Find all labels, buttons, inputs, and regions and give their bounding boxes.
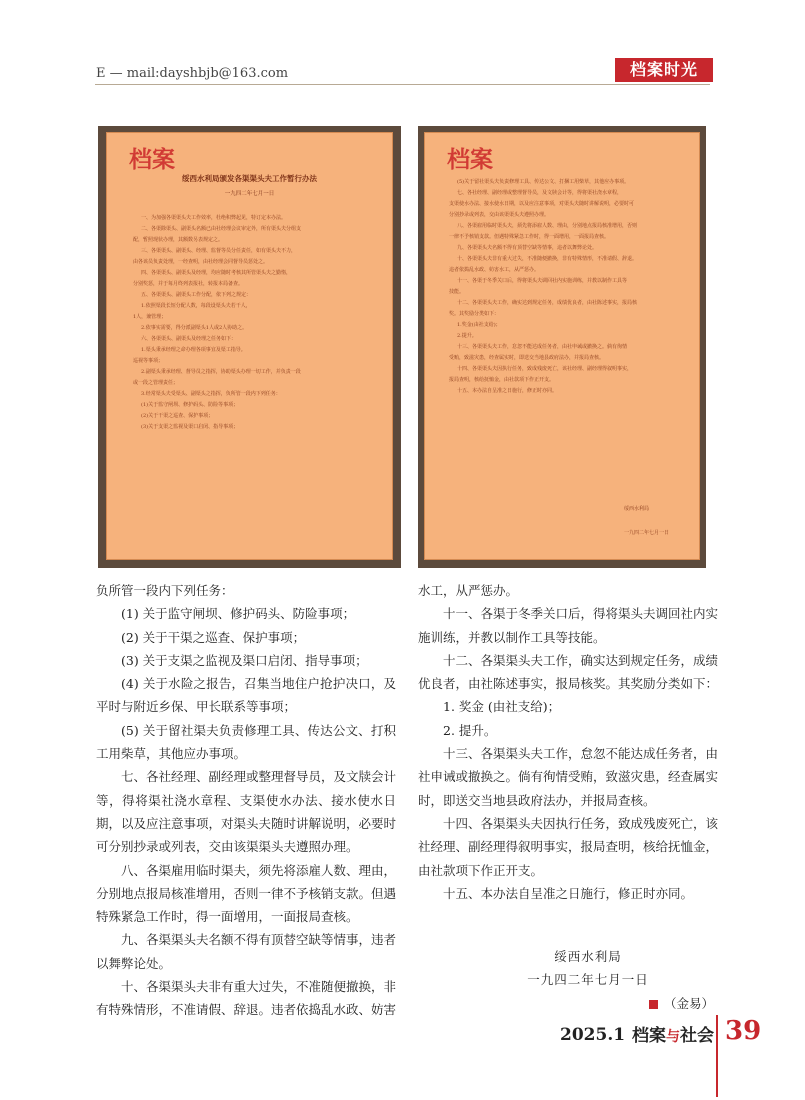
archive-doc-line: 巡视等事项； (133, 358, 164, 364)
magazine-name-mid: 与 (666, 1029, 680, 1045)
archive-doc-line: 三、各渠渠头、副渠头、经理、监督等员分任责任，如有渠头夫不力， (141, 248, 297, 254)
archive-doc-line: 或一段之管理责任； (133, 380, 179, 386)
archive-doc-line: 七、各社经理、副经理或整理督导员，及文牍会计等，得将渠社浇水章程， (457, 190, 623, 196)
signature-date: 一九四二年七月一日 (527, 972, 649, 988)
archive-doc-line: (3)关于支渠之监视及渠口启闭、指导事项； (141, 424, 239, 430)
signature-organization: 绥西水利局 (554, 949, 622, 965)
archive-doc-line: 受贿，致滋灾患，经查属实时，即送交当地县政府法办，并报局查核。 (449, 355, 605, 361)
archive-doc-line: 技能。 (449, 289, 465, 295)
body-paragraph: 十二、各渠渠头夫工作，确实达到规定任务，成绩优良者，由社陈述事实，报局核奖。其奖励分类如下： (418, 652, 719, 692)
archive-doc-text (449, 177, 685, 397)
archive-doc-line: 2.依事实需要，得分派副渠头1人或2人协助之。 (141, 325, 248, 331)
archive-doc-line: 九、各渠渠头夫名额不得有顶替空缺等情事，违者以舞弊论处。 (457, 245, 598, 251)
body-paragraph: (1) 关于监守闸坝、修护码头、防险事项； (121, 606, 356, 622)
archive-doc-line: 十、各渠渠头夫非有重大过失，不准随便撤换，非有特殊情形，不准请假、辞退。 (457, 256, 638, 262)
archive-doc-title: 绥西水利局颁发各渠渠头夫工作暂行办法 (182, 174, 317, 183)
archive-doc-line: 1.渠头秉承经理之命办理各项事宜及渠工指导。 (141, 347, 246, 353)
archive-doc-line: 1人，兼管理； (133, 314, 167, 320)
archive-doc-line: 违者依捣乱水政、妨害水工，从严惩办。 (449, 267, 540, 273)
body-paragraph: (3) 关于支渠之监视及渠口启闭、指导事项； (121, 652, 368, 668)
archive-doc-line: 六、各渠渠头、副渠头及经理之任务如下： (141, 336, 237, 342)
archive-doc-line: 奖。其奖励分类如下： (449, 311, 500, 317)
archive-doc-line: 分别抄录或列表，交由该渠渠头夫遵照办理。 (449, 212, 550, 218)
archive-doc-line: 四、各渠渠头、副渠头及经理，均应随时考核其所管渠头夫之勤惰， (141, 270, 292, 276)
archive-stamp: 档案 (447, 147, 493, 173)
body-paragraph: 八、各渠雇用临时渠夫，须先将添雇人数、理由，分别地点报局核准增用，否则一律不予核销支款。但遇特殊紧急工作时，得一面增用，一面报局查核。 (96, 862, 397, 925)
magazine-name-b: 社会 (680, 1026, 714, 1046)
footer-divider (716, 1015, 718, 1097)
archive-stamp: 档案 (129, 147, 175, 173)
archive-doc-line: 2.副渠头秉承经理、督导员之指挥，协助渠头办理一切工作，并负责一段 (141, 369, 301, 375)
archive-doc-line: 十五、本办法自呈准之日施行，修正时亦同。 (457, 388, 558, 394)
archive-doc-line: 1.依照渠段长短分配人数，每段设渠头夫若干人， (141, 303, 251, 309)
magazine-name-a: 档案 (632, 1026, 666, 1046)
body-paragraph: 十一、各渠于冬季关口后，得将渠头夫调回社内实施训练，并教以制作工具等技能。 (418, 606, 719, 645)
body-column-right (418, 579, 718, 1015)
archive-doc-line: 由各该员负责处理，一经查明，由社经理会同督导员惩处之。 (133, 259, 269, 265)
page-number: 39 (725, 1016, 762, 1046)
magazine-name (632, 1021, 714, 1046)
archive-doc-signature: 绥西水利局 (623, 506, 649, 512)
archive-doc-line: 3.经常渠头夫受渠头、副渠头之指挥，负所管一段内下列任务： (141, 391, 281, 397)
archive-doc-line: 配，暂照现状办理，其额数另表规定之。 (133, 237, 224, 243)
body-paragraph: 十五、本办法自呈准之日施行，修正时亦同。 (443, 885, 694, 901)
contributor-name: （金易） (663, 995, 714, 1011)
archive-doc-line: 一律不予核销支款。但遇特殊紧急工作时，得一面增用，一面报局查核。 (449, 234, 610, 240)
body-paragraph: 十、各渠渠头夫非有重大过失，不准随便撤换，非有特殊情形，不准请假、辞退。违者依捣乱水政、妨害 (96, 979, 397, 1018)
body-paragraph: 1. 奖金 (由社支给)； (443, 699, 561, 715)
archive-doc-line: 十一、各渠于冬季关口后，得将渠头夫调回社内实施训练，并教以制作工具等 (457, 278, 628, 284)
column-tag: 档案时光 (615, 58, 713, 82)
archive-doc-line: (5)关于留社渠头夫负责修理工具、传达公文、打捆工用柴草，其他应办事项。 (457, 179, 630, 185)
body-paragraph: (5) 关于留社渠夫负责修理工具、传达公文、打积工用柴草，其他应办事项。 (96, 722, 396, 762)
archive-doc-line: 五、各渠渠头、副渠头工作分配，依下列之规定： (141, 292, 252, 298)
red-square-icon (649, 1000, 658, 1009)
archive-doc-line: 二、各渠除渠头、副渠头名额已由社经理会议审定外，所有渠头夫分组支 (141, 226, 302, 232)
body-paragraph: 2. 提升。 (443, 722, 497, 738)
archive-document-page-2 (424, 132, 700, 560)
archive-photo-right (418, 126, 706, 568)
archive-doc-line: 八、各渠雇用临时渠头夫，须先将添雇人数、理由，分别地点报局核准增用，否则 (457, 223, 638, 229)
body-paragraph: 十四、各渠渠头夫因执行任务，致成残废死亡，该社经理、副经理得叙明事实，报局查明，核给抚恤金，由社款项下作正开支。 (418, 815, 719, 878)
archive-doc-line: 报局查明，核给抚恤金，由社款项下作正开支。 (449, 377, 555, 383)
header-rule (95, 84, 710, 85)
archive-doc-line: 十四、各渠渠头夫因执行任务，致成残废死亡，该社经理、副经理得叙明事实， (457, 366, 633, 372)
archive-doc-line: 2.提升。 (457, 333, 477, 339)
archive-doc-line: 1.奖金(由社支给)； (457, 322, 501, 328)
issue-date: 2025.1 (560, 1025, 626, 1045)
archive-doc-line: 分别奖惩，并于每月终列表报社，转报本局备查。 (133, 281, 244, 287)
archive-doc-line: 一、为加强各渠渠头夫工作效率，杜绝积弊起见，特订定本办法。 (141, 215, 287, 221)
archive-document-page-1 (106, 132, 393, 560)
header-email: E — mail:dayshbjb@163.com (96, 66, 289, 81)
body-paragraph: 七、各社经理、副经理或整理督导员，及文牍会计等，得将渠社浇水章程、支渠使水办法、接水使水日期，以及应注意事项，对渠头夫随时讲解说明，必要时可分别抄录或列表，交由该渠渠头夫遵照办理。 (96, 769, 397, 855)
archive-doc-date: 一九四二年七月一日 (224, 191, 275, 197)
archive-doc-line: 十三、各渠渠头夫工作，怠忽不能达成任务者，由社申诫或撤换之。倘有徇情 (457, 344, 628, 350)
body-paragraph: 负所管一段内下列任务： (96, 583, 234, 598)
archive-doc-sign-date: 一九四二年七月一日 (623, 530, 669, 536)
body-paragraph: (2) 关于干渠之巡查、保护事项； (121, 629, 306, 645)
body-paragraph: 水工，从严惩办。 (418, 583, 519, 598)
body-paragraph: 九、各渠渠头夫名额不得有顶替空缺等情事，违者以舞弊论处。 (96, 932, 397, 971)
body-paragraph: 十三、各渠渠头夫工作，怠忽不能达成任务者，由社申诫或撤换之。倘有徇情受贿，致滋灾患，经查属实时，即送交当地县政府法办，并报局查核。 (418, 746, 719, 808)
archive-doc-line: (2)关于干渠之巡查、保护事项； (141, 413, 214, 419)
archive-doc-line: 支渠使水办法、接水使水日期，以及应注意事项，对渠头夫随时讲解说明，必要时可 (449, 201, 635, 207)
contributor-line (418, 992, 718, 1015)
body-paragraph: (4) 关于水险之报告，召集当地住户抢护决口，及平时与附近乡保、甲长联系等事项； (96, 676, 396, 715)
archive-doc-line: 十二、各渠渠头夫工作，确实达到规定任务，成绩优良者，由社陈述事实，报局核 (457, 300, 638, 306)
body-column-left (96, 579, 396, 1022)
archive-doc-line: (1)关于监守闸坝、修护码头、防险等事项； (141, 402, 239, 408)
archive-doc-text (133, 213, 378, 433)
archive-photo-left (98, 126, 401, 568)
